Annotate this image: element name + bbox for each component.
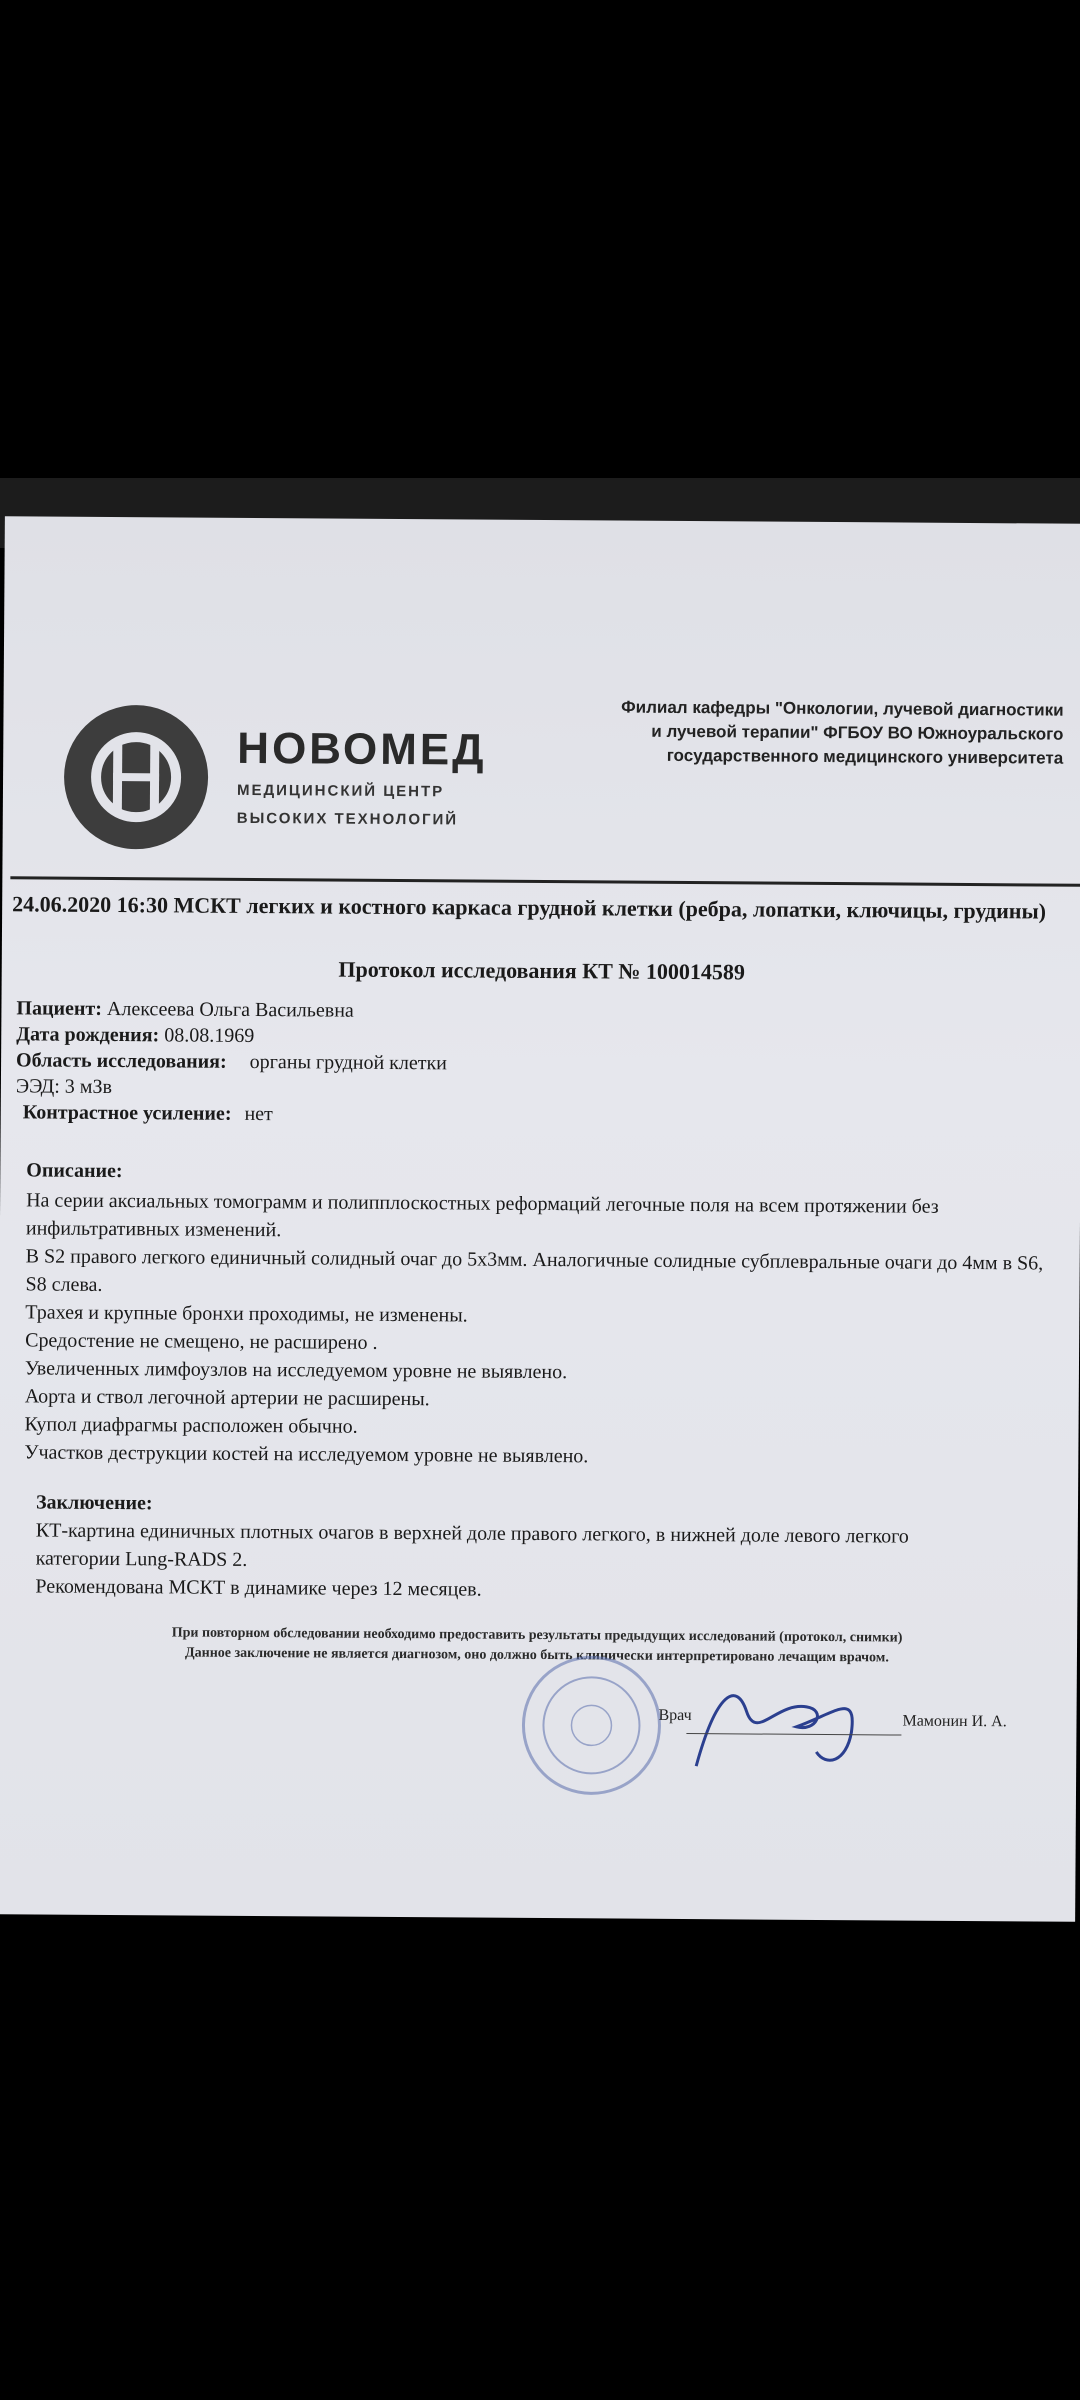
dob-label: Дата рождения: <box>16 1023 160 1047</box>
doctor-name: Мамонин И. А. <box>902 1712 1007 1731</box>
novomed-logo-icon <box>61 702 212 853</box>
brand-subtitle-2: ВЫСОКИХ ТЕХНОЛОГИЙ <box>236 809 459 829</box>
description-line: В S2 правого легкого единичный солидный очаг до 5х3мм. Аналогичные солидные субплевральные очаги до 4мм в S6, S8 слева. <box>25 1245 1044 1296</box>
stamp-icon <box>516 1650 667 1801</box>
description-line: Купол диафрагмы расположен обычно. <box>24 1413 358 1438</box>
affiliation-line-3: государственного медицинского университета <box>666 745 1064 768</box>
conclusion-line: Рекомендована МСКТ в динамике через 12 месяцев. <box>35 1575 482 1601</box>
footer-note-2: Данное заключение не является диагнозом, оно должно быть клинически интерпретировано лечащим врачом. <box>185 1645 889 1666</box>
brand-subtitle-1: МЕДИЦИНСКИЙ ЦЕНТР <box>236 781 445 801</box>
patient-name-label: Пациент: <box>16 997 103 1020</box>
study-title: 24.06.2020 16:30 МСКТ легких и костного каркаса грудной клетки (ребра, лопатки, ключицы, грудины) <box>12 891 1047 924</box>
contrast-value: нет <box>244 1102 273 1126</box>
description-line: Трахея и крупные бронхи проходимы, не изменены. <box>25 1301 468 1327</box>
conclusion-line: КТ-картина единичных плотных очагов в верхней доле правого легкого, в нижней доле левого легкого категории Lung-RADS 2. <box>35 1519 909 1571</box>
area-value: органы грудной клетки <box>249 1050 448 1075</box>
description-line: Участков деструкции костей на исследуемом уровне не выявлено. <box>24 1441 589 1468</box>
contrast-label: Контрастное усиление: <box>22 1101 232 1125</box>
description-line: Средостение не смещено, не расширено . <box>25 1329 378 1354</box>
affiliation <box>573 695 1063 770</box>
description-line: На серии аксиальных томограмм и полипплоскостных реформаций легочные поля на всем протяжении без инфильтративных изменений. <box>25 1189 939 1242</box>
description-line: Увеличенных лимфоузлов на исследуемом уровне не выявлено. <box>24 1357 568 1384</box>
patient-name: Алексеева Ольга Васильевна <box>106 997 354 1022</box>
conclusion-body <box>35 1516 996 1607</box>
affiliation-line-2: и лучевой терапии" ФГБОУ ВО Южноуральского <box>651 721 1064 744</box>
affiliation-line-1: Филиал кафедры "Онкологии, лучевой диагностики <box>621 697 1064 720</box>
dob-row <box>16 1020 254 1050</box>
description-heading: Описание: <box>26 1159 123 1183</box>
dose-label: ЭЭД: <box>15 1075 60 1098</box>
header-divider <box>10 876 1080 886</box>
conclusion-heading: Заключение: <box>35 1491 153 1515</box>
brand-block <box>237 724 487 832</box>
dose-row <box>16 1072 112 1101</box>
dose-value: 3 мЗв <box>64 1075 113 1099</box>
area-label: Область исследования: <box>16 1049 227 1073</box>
document-sheet <box>0 516 1080 1922</box>
doctor-label: Врач <box>658 1706 692 1725</box>
brand-name: НОВОМЕД <box>237 723 487 775</box>
footer-note-1: При повторном обследовании необходимо предоставить результаты предыдущих исследований (протокол, снимки) <box>171 1625 903 1646</box>
protocol-title: Протокол исследования КТ № 100014589 <box>338 956 746 985</box>
description-line: Аорта и ствол легочной артерии не расширены. <box>24 1385 430 1411</box>
description-body <box>24 1186 1056 1473</box>
contrast-row <box>23 1098 273 1128</box>
dob-value: 08.08.1969 <box>164 1024 255 1048</box>
signature-icon <box>676 1671 907 1783</box>
